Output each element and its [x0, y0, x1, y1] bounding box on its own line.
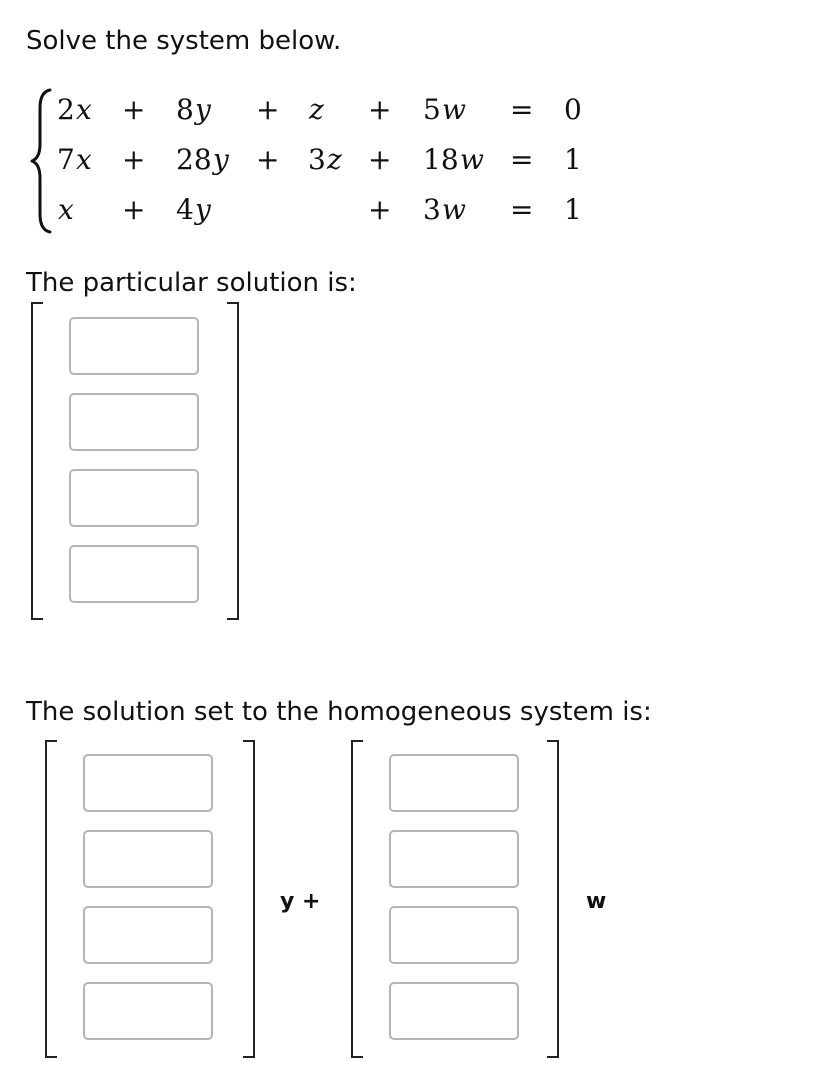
- eq1-c1: 2: [57, 93, 75, 126]
- coefficient-y-label: y +: [280, 889, 321, 914]
- eq3-op1: +: [122, 193, 146, 226]
- eq2-rhs: 1: [564, 143, 582, 176]
- eq2-c3: 3: [308, 143, 326, 176]
- eq1-c4: 5: [423, 93, 441, 126]
- eq3-v2: y: [195, 193, 211, 226]
- eq2-eq: =: [510, 143, 534, 176]
- particular-entry-w[interactable]: [69, 545, 199, 603]
- eq2-v4: w: [460, 143, 484, 176]
- eq1-c2: 8: [176, 93, 194, 126]
- vector1-right-bracket-icon: [242, 740, 256, 1058]
- vector1-entry-x[interactable]: [83, 754, 213, 812]
- eq1-v2: y: [195, 93, 211, 126]
- eq1-v3: z: [309, 93, 324, 126]
- eq3-eq: =: [510, 193, 534, 226]
- eq1-v1: x: [76, 93, 92, 126]
- vector1-entry-z[interactable]: [83, 906, 213, 964]
- vector2-entry-y[interactable]: [389, 830, 519, 888]
- particular-entry-z[interactable]: [69, 469, 199, 527]
- particular-solution-label: The particular solution is:: [26, 268, 357, 298]
- eq2-c1: 7: [57, 143, 75, 176]
- vector2-right-bracket-icon: [546, 740, 560, 1058]
- eq1-eq: =: [510, 93, 534, 126]
- equation-system: [30, 86, 590, 236]
- eq1-op2: +: [256, 93, 280, 126]
- vector1-entry-w[interactable]: [83, 982, 213, 1040]
- eq1-op3: +: [368, 93, 392, 126]
- vector1-entry-y[interactable]: [83, 830, 213, 888]
- vector2-entry-x[interactable]: [389, 754, 519, 812]
- eq2-v1: x: [76, 143, 92, 176]
- eq3-v4: w: [442, 193, 466, 226]
- vector2-left-bracket-icon: [350, 740, 364, 1058]
- particular-right-bracket-icon: [226, 302, 240, 620]
- vector2-entry-w[interactable]: [389, 982, 519, 1040]
- particular-entry-x[interactable]: [69, 317, 199, 375]
- homogeneous-solution-label: The solution set to the homogeneous system is:: [26, 697, 652, 727]
- eq3-c2: 4: [176, 193, 194, 226]
- left-brace-icon: [30, 86, 54, 236]
- eq2-op3: +: [368, 143, 392, 176]
- vector1-left-bracket-icon: [44, 740, 58, 1058]
- coefficient-w-label: w: [586, 889, 607, 914]
- eq3-op3: +: [368, 193, 392, 226]
- particular-left-bracket-icon: [30, 302, 44, 620]
- eq2-op2: +: [256, 143, 280, 176]
- eq3-rhs: 1: [564, 193, 582, 226]
- eq2-v3: z: [327, 143, 342, 176]
- eq3-c4: 3: [423, 193, 441, 226]
- eq1-op1: +: [122, 93, 146, 126]
- problem-prompt: Solve the system below.: [26, 26, 342, 56]
- eq2-c2: 28: [176, 143, 212, 176]
- eq2-op1: +: [122, 143, 146, 176]
- vector2-entry-z[interactable]: [389, 906, 519, 964]
- eq2-v2: y: [213, 143, 229, 176]
- eq1-v4: w: [442, 93, 466, 126]
- particular-entry-y[interactable]: [69, 393, 199, 451]
- eq1-rhs: 0: [564, 93, 582, 126]
- eq2-c4: 18: [423, 143, 459, 176]
- eq3-v1: x: [58, 193, 74, 226]
